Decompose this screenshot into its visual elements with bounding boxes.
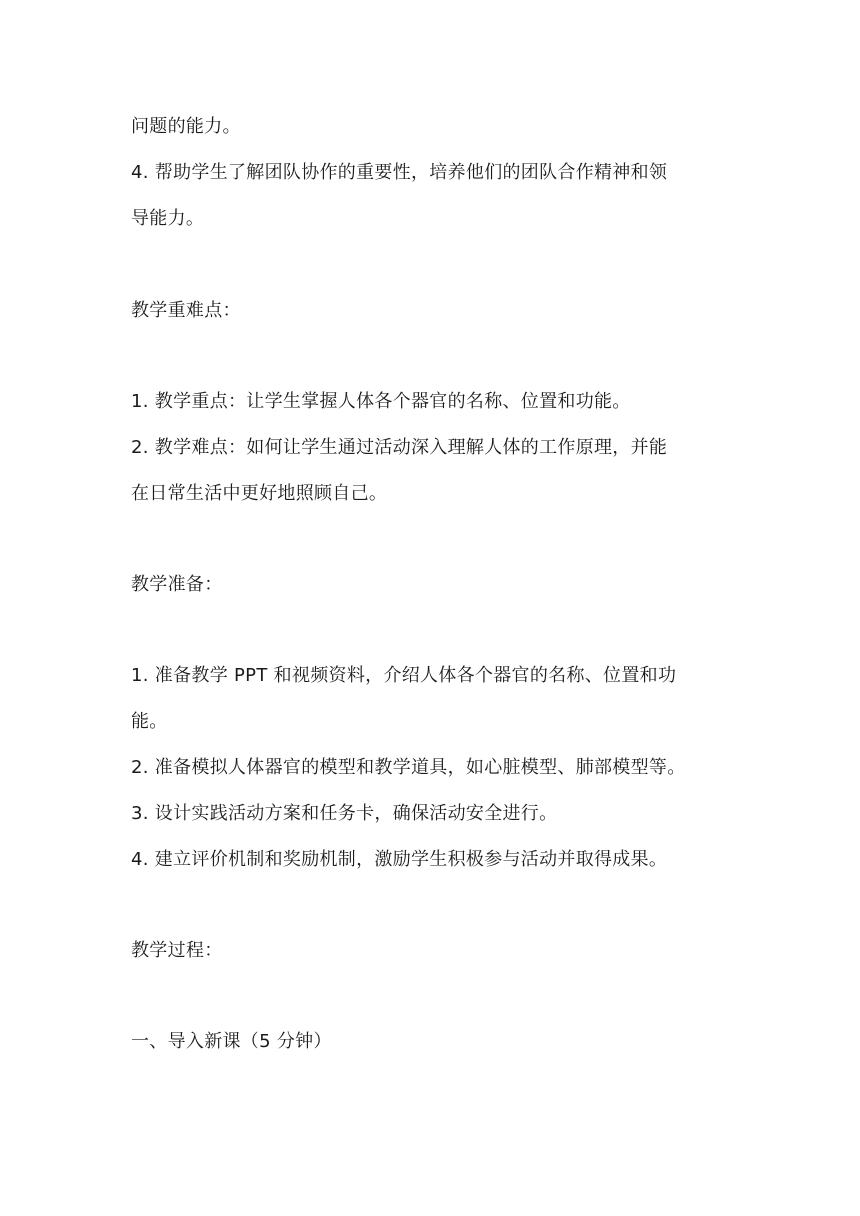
list-item-2: 2. 教学难点：如何让学生通过活动深入理解人体的工作原理，并能 <box>131 437 668 458</box>
text-line: 导能力。 <box>131 208 205 229</box>
list-item-4: 4. 建立评价机制和奖励机制，激励学生积极参与活动并取得成果。 <box>131 849 668 870</box>
section-heading-process: 教学过程： <box>131 940 223 961</box>
list-item-1: 1. 准备教学 PPT 和视频资料，介绍人体各个器官的名称、位置和功 <box>131 665 677 686</box>
text-line: 在日常生活中更好地照顾自己。 <box>131 483 388 504</box>
list-item-2: 2. 准备模拟人体器官的模型和教学道具，如心脏模型、肺部模型等。 <box>131 757 686 778</box>
list-item-1: 1. 教学重点：让学生掌握人体各个器官的名称、位置和功能。 <box>131 391 631 412</box>
section-heading-preparation: 教学准备： <box>131 574 223 595</box>
text-line: 能。 <box>131 711 168 732</box>
text-line: 问题的能力。 <box>131 116 241 137</box>
section-heading-key-points: 教学重难点： <box>131 300 241 321</box>
subsection-heading-intro: 一、导入新课（5 分钟） <box>131 1031 332 1052</box>
list-item-4: 4. 帮助学生了解团队协作的重要性，培养他们的团队合作精神和领 <box>131 162 668 183</box>
list-item-3: 3. 设计实践活动方案和任务卡，确保活动安全进行。 <box>131 803 558 824</box>
